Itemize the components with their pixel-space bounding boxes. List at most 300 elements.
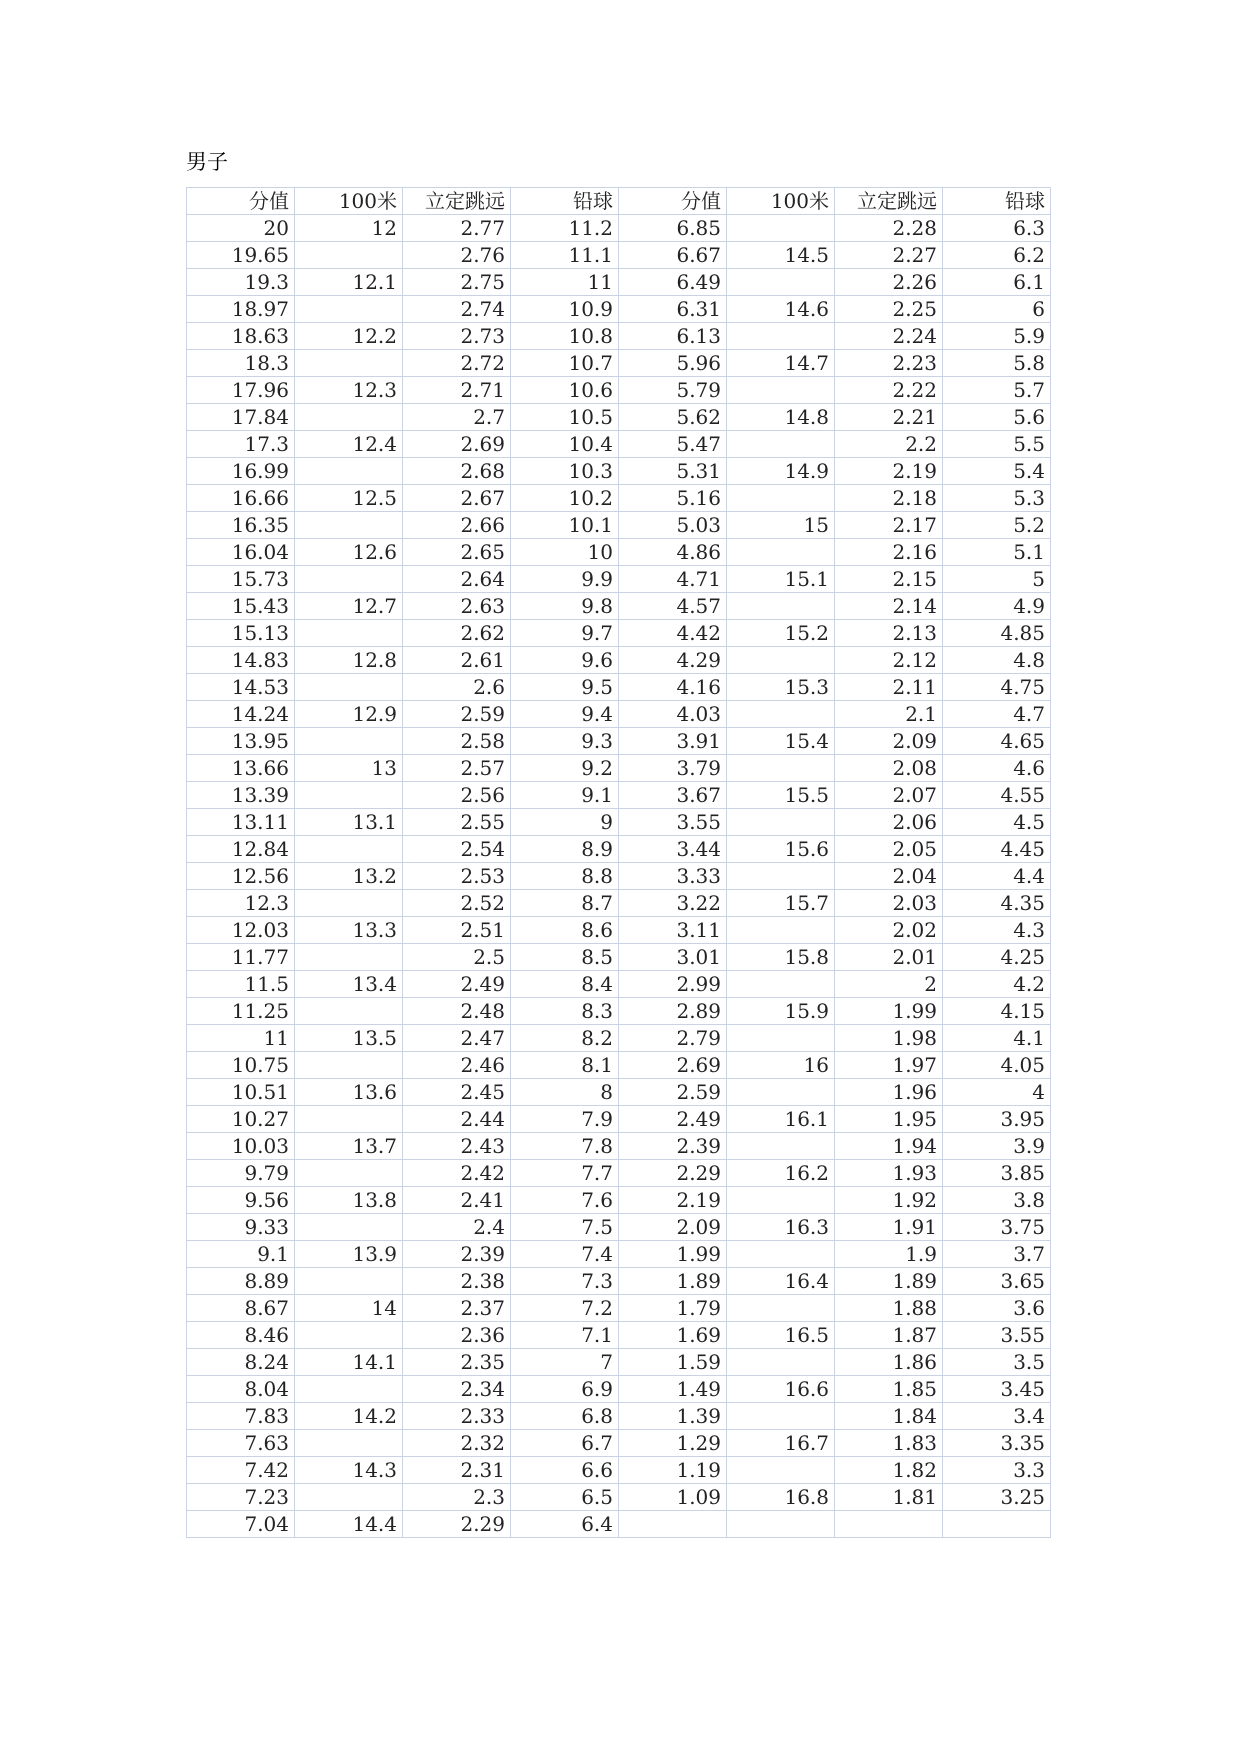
- table-cell: 3.65: [943, 1268, 1051, 1295]
- table-cell: 2.55: [403, 809, 511, 836]
- table-cell: 5.03: [619, 512, 727, 539]
- table-cell: 8.5: [511, 944, 619, 971]
- table-cell: 18.63: [187, 323, 295, 350]
- table-cell: 2.03: [835, 890, 943, 917]
- table-cell: 5.47: [619, 431, 727, 458]
- table-cell: 14.3: [295, 1457, 403, 1484]
- table-cell: 2.38: [403, 1268, 511, 1295]
- table-cell: 7.42: [187, 1457, 295, 1484]
- table-cell: [727, 755, 835, 782]
- table-cell: 2.09: [835, 728, 943, 755]
- table-cell: 14.53: [187, 674, 295, 701]
- table-cell: 13.5: [295, 1025, 403, 1052]
- table-row: [187, 1376, 1051, 1403]
- table-cell: 5.4: [943, 458, 1051, 485]
- table-row: [187, 944, 1051, 971]
- table-cell: [727, 323, 835, 350]
- table-cell: 10.2: [511, 485, 619, 512]
- table-cell: 4.6: [943, 755, 1051, 782]
- table-cell: 7.7: [511, 1160, 619, 1187]
- table-cell: 2.28: [835, 215, 943, 242]
- table-cell: [295, 1268, 403, 1295]
- table-cell: 14.24: [187, 701, 295, 728]
- table-cell: 4.3: [943, 917, 1051, 944]
- table-cell: 2.52: [403, 890, 511, 917]
- table-cell: 1.88: [835, 1295, 943, 1322]
- column-header: 立定跳远: [835, 188, 943, 215]
- table-cell: 3.45: [943, 1376, 1051, 1403]
- table-cell: 1.93: [835, 1160, 943, 1187]
- table-cell: 12: [295, 215, 403, 242]
- column-header: 铅球: [511, 188, 619, 215]
- table-cell: 5.62: [619, 404, 727, 431]
- table-cell: 2.07: [835, 782, 943, 809]
- table-cell: 14.1: [295, 1349, 403, 1376]
- table-cell: 3.5: [943, 1349, 1051, 1376]
- table-cell: 14.5: [727, 242, 835, 269]
- table-cell: [295, 998, 403, 1025]
- table-row: [187, 1025, 1051, 1052]
- table-cell: 2.99: [619, 971, 727, 998]
- table-cell: 2.37: [403, 1295, 511, 1322]
- table-cell: 2.04: [835, 863, 943, 890]
- table-cell: 1.82: [835, 1457, 943, 1484]
- table-cell: 12.9: [295, 701, 403, 728]
- table-row: [187, 458, 1051, 485]
- table-cell: 2.23: [835, 350, 943, 377]
- table-cell: 9.56: [187, 1187, 295, 1214]
- table-row: [187, 863, 1051, 890]
- table-cell: 7.8: [511, 1133, 619, 1160]
- table-cell: 1.89: [619, 1268, 727, 1295]
- table-cell: [295, 674, 403, 701]
- table-cell: 15.4: [727, 728, 835, 755]
- table-cell: 2.19: [835, 458, 943, 485]
- table-cell: 7: [511, 1349, 619, 1376]
- table-cell: 4.29: [619, 647, 727, 674]
- table-row: [187, 1403, 1051, 1430]
- table-cell: 2.64: [403, 566, 511, 593]
- table-cell: 4.1: [943, 1025, 1051, 1052]
- table-cell: 6.31: [619, 296, 727, 323]
- table-cell: 13.9: [295, 1241, 403, 1268]
- table-cell: 12.5: [295, 485, 403, 512]
- table-row: [187, 1133, 1051, 1160]
- table-cell: 7.6: [511, 1187, 619, 1214]
- table-cell: 3.35: [943, 1430, 1051, 1457]
- table-row: [187, 890, 1051, 917]
- table-cell: 15.1: [727, 566, 835, 593]
- table-cell: 15.7: [727, 890, 835, 917]
- table-cell: 3.75: [943, 1214, 1051, 1241]
- table-cell: 2.69: [619, 1052, 727, 1079]
- table-row: [187, 377, 1051, 404]
- table-cell: 6.67: [619, 242, 727, 269]
- table-cell: 15.43: [187, 593, 295, 620]
- table-cell: 2.15: [835, 566, 943, 593]
- table-row: [187, 1322, 1051, 1349]
- table-cell: 11.5: [187, 971, 295, 998]
- table-cell: 4.86: [619, 539, 727, 566]
- table-cell: [295, 404, 403, 431]
- table-cell: 15.6: [727, 836, 835, 863]
- table-cell: 16.8: [727, 1484, 835, 1511]
- table-cell: 2.57: [403, 755, 511, 782]
- table-cell: [727, 1511, 835, 1538]
- table-cell: 4.15: [943, 998, 1051, 1025]
- table-cell: 2.56: [403, 782, 511, 809]
- table-cell: 1.97: [835, 1052, 943, 1079]
- table-cell: [727, 1133, 835, 1160]
- table-cell: 3.55: [943, 1322, 1051, 1349]
- table-row: [187, 350, 1051, 377]
- table-cell: [295, 1322, 403, 1349]
- table-cell: 5.6: [943, 404, 1051, 431]
- table-cell: 2.26: [835, 269, 943, 296]
- table-cell: [727, 1403, 835, 1430]
- table-row: [187, 1457, 1051, 1484]
- table-cell: 2.22: [835, 377, 943, 404]
- table-cell: 1.86: [835, 1349, 943, 1376]
- table-cell: 4.57: [619, 593, 727, 620]
- table-cell: 8.46: [187, 1322, 295, 1349]
- column-header: 铅球: [943, 188, 1051, 215]
- table-cell: 3.95: [943, 1106, 1051, 1133]
- table-cell: 2.44: [403, 1106, 511, 1133]
- table-cell: 15.3: [727, 674, 835, 701]
- table-row: [187, 1160, 1051, 1187]
- table-cell: 2.34: [403, 1376, 511, 1403]
- table-cell: 13.4: [295, 971, 403, 998]
- table-cell: [295, 728, 403, 755]
- table-cell: 2.53: [403, 863, 511, 890]
- table-cell: 6.8: [511, 1403, 619, 1430]
- table-cell: [295, 1484, 403, 1511]
- table-cell: 9.6: [511, 647, 619, 674]
- table-cell: 5.3: [943, 485, 1051, 512]
- table-cell: 8.89: [187, 1268, 295, 1295]
- table-cell: [727, 1349, 835, 1376]
- table-cell: 2.59: [403, 701, 511, 728]
- table-cell: 5.31: [619, 458, 727, 485]
- table-cell: 1.96: [835, 1079, 943, 1106]
- table-cell: 2.29: [619, 1160, 727, 1187]
- table-cell: 2.63: [403, 593, 511, 620]
- table-cell: 9.7: [511, 620, 619, 647]
- table-cell: 4.03: [619, 701, 727, 728]
- header-row: [187, 188, 1051, 215]
- table-cell: 9.1: [511, 782, 619, 809]
- table-cell: 10: [511, 539, 619, 566]
- table-cell: 2.33: [403, 1403, 511, 1430]
- table-cell: 10.27: [187, 1106, 295, 1133]
- table-cell: 8.6: [511, 917, 619, 944]
- table-row: [187, 1295, 1051, 1322]
- table-cell: 6.9: [511, 1376, 619, 1403]
- table-cell: 14.83: [187, 647, 295, 674]
- column-header: 立定跳远: [403, 188, 511, 215]
- table-cell: 8.8: [511, 863, 619, 890]
- table-cell: 3.01: [619, 944, 727, 971]
- table-row: [187, 971, 1051, 998]
- table-cell: 7.4: [511, 1241, 619, 1268]
- table-cell: 15.2: [727, 620, 835, 647]
- table-cell: 2.39: [403, 1241, 511, 1268]
- table-cell: 12.4: [295, 431, 403, 458]
- table-cell: 2.58: [403, 728, 511, 755]
- table-cell: 11.77: [187, 944, 295, 971]
- table-cell: 7.63: [187, 1430, 295, 1457]
- table-cell: 1.91: [835, 1214, 943, 1241]
- table-cell: 4.75: [943, 674, 1051, 701]
- table-cell: 10.3: [511, 458, 619, 485]
- table-cell: [295, 890, 403, 917]
- table-cell: 11.2: [511, 215, 619, 242]
- table-cell: [727, 701, 835, 728]
- table-cell: 15.8: [727, 944, 835, 971]
- table-cell: 16.99: [187, 458, 295, 485]
- table-cell: [295, 1106, 403, 1133]
- table-row: [187, 296, 1051, 323]
- table-cell: 6: [943, 296, 1051, 323]
- table-cell: 4.4: [943, 863, 1051, 890]
- table-cell: 3.8: [943, 1187, 1051, 1214]
- table-cell: 4.25: [943, 944, 1051, 971]
- table-cell: 16.3: [727, 1214, 835, 1241]
- table-cell: 7.3: [511, 1268, 619, 1295]
- table-cell: 16.6: [727, 1376, 835, 1403]
- table-cell: 6.13: [619, 323, 727, 350]
- table-cell: 2.48: [403, 998, 511, 1025]
- table-cell: 16: [727, 1052, 835, 1079]
- table-cell: 2.65: [403, 539, 511, 566]
- table-cell: 2.7: [403, 404, 511, 431]
- table-cell: 1.83: [835, 1430, 943, 1457]
- column-header: 100米: [295, 188, 403, 215]
- table-cell: 10.6: [511, 377, 619, 404]
- table-cell: 4.05: [943, 1052, 1051, 1079]
- table-cell: 2.45: [403, 1079, 511, 1106]
- table-cell: 12.1: [295, 269, 403, 296]
- table-cell: 2.74: [403, 296, 511, 323]
- table-cell: 3.3: [943, 1457, 1051, 1484]
- table-cell: 6.7: [511, 1430, 619, 1457]
- table-cell: 6.6: [511, 1457, 619, 1484]
- table-cell: 3.9: [943, 1133, 1051, 1160]
- table-cell: 2.32: [403, 1430, 511, 1457]
- table-cell: 15.9: [727, 998, 835, 1025]
- table-cell: 2.68: [403, 458, 511, 485]
- table-cell: 2.17: [835, 512, 943, 539]
- table-cell: 6.1: [943, 269, 1051, 296]
- table-cell: 1.9: [835, 1241, 943, 1268]
- table-row: [187, 539, 1051, 566]
- table-cell: 1.98: [835, 1025, 943, 1052]
- table-row: [187, 1187, 1051, 1214]
- table-cell: 7.83: [187, 1403, 295, 1430]
- table-cell: 2.14: [835, 593, 943, 620]
- table-cell: 9.5: [511, 674, 619, 701]
- table-cell: 6.3: [943, 215, 1051, 242]
- table-cell: 1.09: [619, 1484, 727, 1511]
- table-cell: [295, 1160, 403, 1187]
- table-cell: [727, 215, 835, 242]
- table-cell: 5: [943, 566, 1051, 593]
- table-cell: 3.11: [619, 917, 727, 944]
- table-cell: 5.5: [943, 431, 1051, 458]
- table-cell: 8.9: [511, 836, 619, 863]
- table-cell: 14.2: [295, 1403, 403, 1430]
- table-row: [187, 728, 1051, 755]
- table-cell: 8.7: [511, 890, 619, 917]
- table-cell: 1.92: [835, 1187, 943, 1214]
- table-cell: 1.84: [835, 1403, 943, 1430]
- table-cell: 4.55: [943, 782, 1051, 809]
- table-cell: 2.12: [835, 647, 943, 674]
- table-cell: 3.33: [619, 863, 727, 890]
- table-cell: 9.1: [187, 1241, 295, 1268]
- table-cell: 1.29: [619, 1430, 727, 1457]
- table-cell: 3.4: [943, 1403, 1051, 1430]
- table-cell: 4.2: [943, 971, 1051, 998]
- table-cell: 2.06: [835, 809, 943, 836]
- table-cell: 12.3: [295, 377, 403, 404]
- table-cell: 3.91: [619, 728, 727, 755]
- table-cell: 14.8: [727, 404, 835, 431]
- table-cell: [727, 863, 835, 890]
- table-cell: 13.7: [295, 1133, 403, 1160]
- table-cell: 2.49: [403, 971, 511, 998]
- table-cell: 2.73: [403, 323, 511, 350]
- table-cell: 10.4: [511, 431, 619, 458]
- table-cell: 3.44: [619, 836, 727, 863]
- table-cell: 1.95: [835, 1106, 943, 1133]
- table-cell: 12.03: [187, 917, 295, 944]
- table-cell: 3.55: [619, 809, 727, 836]
- table-cell: 19.3: [187, 269, 295, 296]
- table-cell: 1.89: [835, 1268, 943, 1295]
- table-cell: 17.84: [187, 404, 295, 431]
- table-cell: 1.99: [619, 1241, 727, 1268]
- table-cell: 4.42: [619, 620, 727, 647]
- table-cell: 5.16: [619, 485, 727, 512]
- column-header: 100米: [727, 188, 835, 215]
- table-cell: 11.1: [511, 242, 619, 269]
- table-cell: 8.3: [511, 998, 619, 1025]
- table-cell: 14.6: [727, 296, 835, 323]
- table-cell: 2.49: [619, 1106, 727, 1133]
- table-cell: 4.35: [943, 890, 1051, 917]
- table-cell: [727, 1241, 835, 1268]
- table-cell: 13.8: [295, 1187, 403, 1214]
- table-row: [187, 512, 1051, 539]
- table-cell: 14.4: [295, 1511, 403, 1538]
- table-cell: [727, 1295, 835, 1322]
- table-cell: 10.8: [511, 323, 619, 350]
- table-row: [187, 1079, 1051, 1106]
- table-cell: 12.3: [187, 890, 295, 917]
- table-cell: 2.25: [835, 296, 943, 323]
- table-cell: 16.4: [727, 1268, 835, 1295]
- table-row: [187, 809, 1051, 836]
- table-cell: 2.18: [835, 485, 943, 512]
- table-cell: 1.81: [835, 1484, 943, 1511]
- table-cell: 2.16: [835, 539, 943, 566]
- table-cell: 1.59: [619, 1349, 727, 1376]
- table-cell: 6.4: [511, 1511, 619, 1538]
- table-cell: 2.6: [403, 674, 511, 701]
- table-cell: [727, 1025, 835, 1052]
- table-cell: 2.09: [619, 1214, 727, 1241]
- table-cell: 2.05: [835, 836, 943, 863]
- table-row: [187, 1241, 1051, 1268]
- table-cell: 7.23: [187, 1484, 295, 1511]
- table-cell: [943, 1511, 1051, 1538]
- table-cell: [295, 566, 403, 593]
- table-cell: 2.24: [835, 323, 943, 350]
- table-cell: 6.2: [943, 242, 1051, 269]
- table-row: [187, 1214, 1051, 1241]
- table-cell: 13.95: [187, 728, 295, 755]
- table-cell: [295, 296, 403, 323]
- table-cell: 20: [187, 215, 295, 242]
- column-header: 分值: [187, 188, 295, 215]
- table-row: [187, 1430, 1051, 1457]
- table-cell: 6.49: [619, 269, 727, 296]
- table-cell: 3.67: [619, 782, 727, 809]
- table-cell: 12.2: [295, 323, 403, 350]
- table-cell: 11.25: [187, 998, 295, 1025]
- table-row: [187, 1349, 1051, 1376]
- table-row: [187, 1511, 1051, 1538]
- page-title: 男子: [186, 150, 228, 174]
- table-cell: [727, 809, 835, 836]
- table-cell: 8.2: [511, 1025, 619, 1052]
- table-cell: 1.49: [619, 1376, 727, 1403]
- table-cell: 2.76: [403, 242, 511, 269]
- table-cell: 2.46: [403, 1052, 511, 1079]
- table-row: [187, 917, 1051, 944]
- table-cell: 2.19: [619, 1187, 727, 1214]
- table-cell: 17.3: [187, 431, 295, 458]
- table-cell: [295, 458, 403, 485]
- table-row: [187, 674, 1051, 701]
- table-cell: 2.13: [835, 620, 943, 647]
- table-cell: 5.79: [619, 377, 727, 404]
- column-header: 分值: [619, 188, 727, 215]
- table-cell: 11: [511, 269, 619, 296]
- table-cell: 2: [835, 971, 943, 998]
- table-cell: 2.08: [835, 755, 943, 782]
- table-cell: 2.35: [403, 1349, 511, 1376]
- table-cell: 9.79: [187, 1160, 295, 1187]
- table-cell: 13.1: [295, 809, 403, 836]
- table-cell: [727, 971, 835, 998]
- table-cell: 9.2: [511, 755, 619, 782]
- table-cell: [295, 620, 403, 647]
- table-row: [187, 836, 1051, 863]
- table-cell: 2.61: [403, 647, 511, 674]
- table-cell: 8.1: [511, 1052, 619, 1079]
- table-cell: 2.89: [619, 998, 727, 1025]
- table-cell: 4: [943, 1079, 1051, 1106]
- table-cell: 2.2: [835, 431, 943, 458]
- table-cell: 2.54: [403, 836, 511, 863]
- table-row: [187, 755, 1051, 782]
- table-cell: 7.04: [187, 1511, 295, 1538]
- table-cell: 14.9: [727, 458, 835, 485]
- table-cell: 13.2: [295, 863, 403, 890]
